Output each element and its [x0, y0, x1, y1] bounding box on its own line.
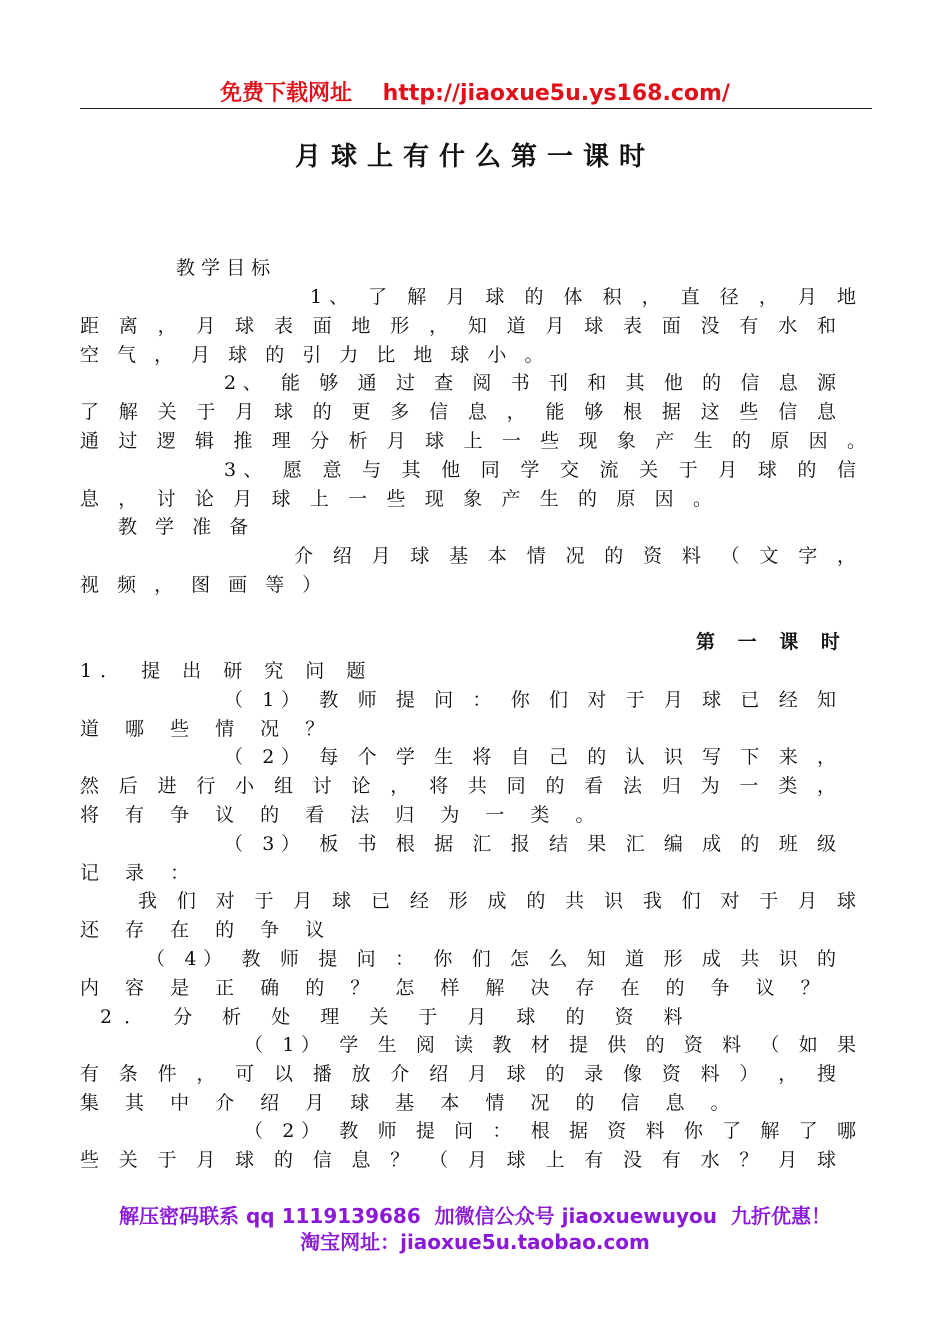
header-divider: [80, 108, 872, 109]
text-line: 息 ， 讨 论 月 球 上 一 些 现 象 产 生 的 原 因 。: [80, 488, 712, 510]
text-line: （ 3） 板 书 根 据 汇 报 结 果 汇 编 成 的 班 级: [224, 833, 836, 855]
section-heading-preparation: 教 学 准 备: [118, 516, 255, 538]
header-url-link[interactable]: http://jiaoxue5u.ys168.com/: [382, 81, 730, 106]
header-label: 免费下载网址: [220, 81, 353, 106]
text-line: 1、 了 解 月 球 的 体 积 ， 直 径 ， 月 地: [310, 286, 856, 308]
text-line: （ 1） 教 师 提 问 ： 你 们 对 于 月 球 已 经 知: [224, 689, 836, 711]
text-line: 2、 能 够 通 过 查 阅 书 刊 和 其 他 的 信 息 源: [224, 372, 836, 394]
page-title: 月球上有什么第一课时: [294, 142, 655, 172]
text-line: 些 关 于 月 球 的 信 息 ？ （ 月 球 上 有 没 有 水 ？ 月 球: [80, 1149, 836, 1171]
text-line: （ 1） 学 生 阅 读 教 材 提 供 的 资 料 （ 如 果: [244, 1034, 856, 1056]
step-heading-2: 2． 分 析 处 理 关 于 月 球 的 资 料: [100, 1006, 695, 1028]
text-line: （ 4） 教 师 提 问 ： 你 们 怎 么 知 道 形 成 共 识 的: [146, 948, 836, 970]
text-line: 道 哪 些 情 况 ？: [80, 718, 335, 740]
download-header: [0, 76, 950, 107]
footer-contact: 解压密码联系 qq 1119139686 加微信公众号 jiaoxuewuyou 九折优惠！: [119, 1204, 831, 1228]
text-line: （ 2） 教 师 提 问 ： 根 据 资 料 你 了 解 了 哪: [244, 1120, 856, 1142]
text-line: 将 有 争 议 的 看 法 归 为 一 类 。: [80, 804, 605, 826]
text-line: 通 过 逻 辑 推 理 分 析 月 球 上 一 些 现 象 产 生 的 原 因 。: [80, 430, 866, 452]
text-line: （ 2） 每 个 学 生 将 自 己 的 认 识 写 下 来 ，: [224, 746, 836, 768]
step-heading-1: 1． 提 出 研 究 问 题: [80, 660, 374, 682]
text-line: 记 录 ：: [80, 862, 200, 884]
text-line: 还 存 在 的 争 议: [80, 919, 335, 941]
text-line: 3、 愿 意 与 其 他 同 学 交 流 关 于 月 球 的 信: [224, 459, 856, 481]
text-line: 了 解 关 于 月 球 的 更 多 信 息 ， 能 够 根 据 这 些 信 息: [80, 401, 836, 423]
text-line: 距 离 ， 月 球 表 面 地 形 ， 知 道 月 球 表 面 没 有 水 和: [80, 315, 836, 337]
text-line: 视 频 ， 图 画 等 ）: [80, 574, 328, 596]
section-heading-objectives: 教 学 目 标: [176, 257, 271, 279]
footer-shop-link[interactable]: 淘宝网址：jiaoxue5u.taobao.com: [300, 1230, 650, 1254]
text-line: 介 绍 月 球 基 本 情 况 的 资 料 （ 文 字 ，: [294, 545, 856, 567]
text-line: 我 们 对 于 月 球 已 经 形 成 的 共 识 我 们 对 于 月 球: [138, 890, 856, 912]
text-line: 有 条 件 ， 可 以 播 放 介 绍 月 球 的 录 像 资 料 ） ， 搜: [80, 1063, 836, 1085]
text-line: 集 其 中 介 绍 月 球 基 本 情 况 的 信 息 。: [80, 1092, 740, 1114]
text-line: 空 气 ， 月 球 的 引 力 比 地 球 小 。: [80, 344, 550, 366]
text-line: 然 后 进 行 小 组 讨 论 ， 将 共 同 的 看 法 归 为 一 类 ，: [80, 775, 836, 797]
text-line: 内 容 是 正 确 的 ？ 怎 样 解 决 存 在 的 争 议 ？: [80, 977, 830, 999]
lesson-heading: 第 一 课 时: [696, 631, 848, 653]
